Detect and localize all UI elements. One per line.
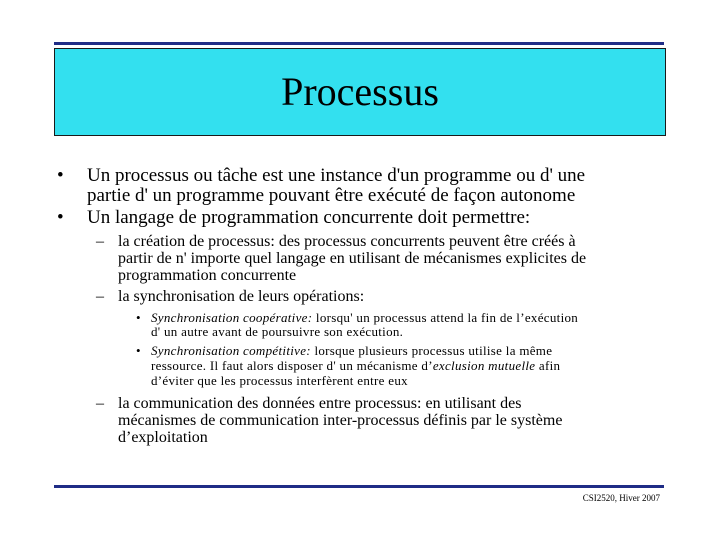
term-competitive: Synchronisation compétitive: bbox=[151, 343, 311, 358]
sub-bullet-3-line-1: la communication des données entre processus: en utilisant des bbox=[118, 395, 522, 412]
sub-bullet-3-line-3: d’exploitation bbox=[118, 429, 208, 446]
bullet-marker: • bbox=[57, 207, 64, 228]
bullet-2-line-1: Un langage de programmation concurrente doit permettre: bbox=[87, 207, 531, 228]
bullet-1-line-2: partie d' un programme pouvant être exécuté de façon autonome bbox=[87, 185, 576, 206]
subsub-bullet-2-line-3: d’éviter que les processus interfèrent entre eux bbox=[151, 373, 408, 388]
bullet-marker: • bbox=[136, 343, 141, 358]
subsub-bullet-2-line-2: ressource. Il faut alors disposer d' un mécanisme d’exclusion mutuelle afin bbox=[151, 358, 561, 373]
title-banner bbox=[54, 48, 666, 136]
sub-bullet-2-line-1: la synchronisation de leurs opérations: bbox=[118, 288, 365, 305]
bullet-marker: • bbox=[136, 310, 141, 325]
term-mutual-exclusion: exclusion mutuelle bbox=[432, 358, 536, 373]
top-rule bbox=[54, 42, 664, 45]
slide-title: Processus bbox=[281, 69, 439, 114]
bullet-1-line-1: Un processus ou tâche est une instance d'un programme ou d' une bbox=[87, 165, 586, 186]
subsub-bullet-1-line-2: d' un autre avant de poursuivre son exécution. bbox=[151, 324, 404, 339]
sub-bullet-1-line-2: partir de n' importe quel langage en utilisant de mécanismes explicites de bbox=[118, 250, 587, 267]
bottom-rule bbox=[54, 485, 664, 488]
term-cooperative: Synchronisation coopérative: bbox=[151, 310, 313, 325]
subsub-bullet-2-line-1: Synchronisation compétitive: lorsque plusieurs processus utilise la même bbox=[151, 343, 553, 358]
dash-marker: – bbox=[96, 233, 104, 250]
bullet-marker: • bbox=[57, 165, 64, 186]
dash-marker: – bbox=[96, 395, 104, 412]
footer-course-label: CSI2520, Hiver 2007 bbox=[582, 493, 660, 503]
dash-marker: – bbox=[96, 288, 104, 305]
subsub-bullet-1-line-1: Synchronisation coopérative: lorsqu' un processus attend la fin de l’exécution bbox=[151, 310, 579, 325]
sub-bullet-3-line-2: mécanismes de communication inter-processus définis par le système bbox=[118, 412, 563, 429]
sub-bullet-1-line-1: la création de processus: des processus concurrents peuvent être créés à bbox=[118, 233, 576, 250]
sub-bullet-1-line-3: programmation concurrente bbox=[118, 267, 297, 284]
